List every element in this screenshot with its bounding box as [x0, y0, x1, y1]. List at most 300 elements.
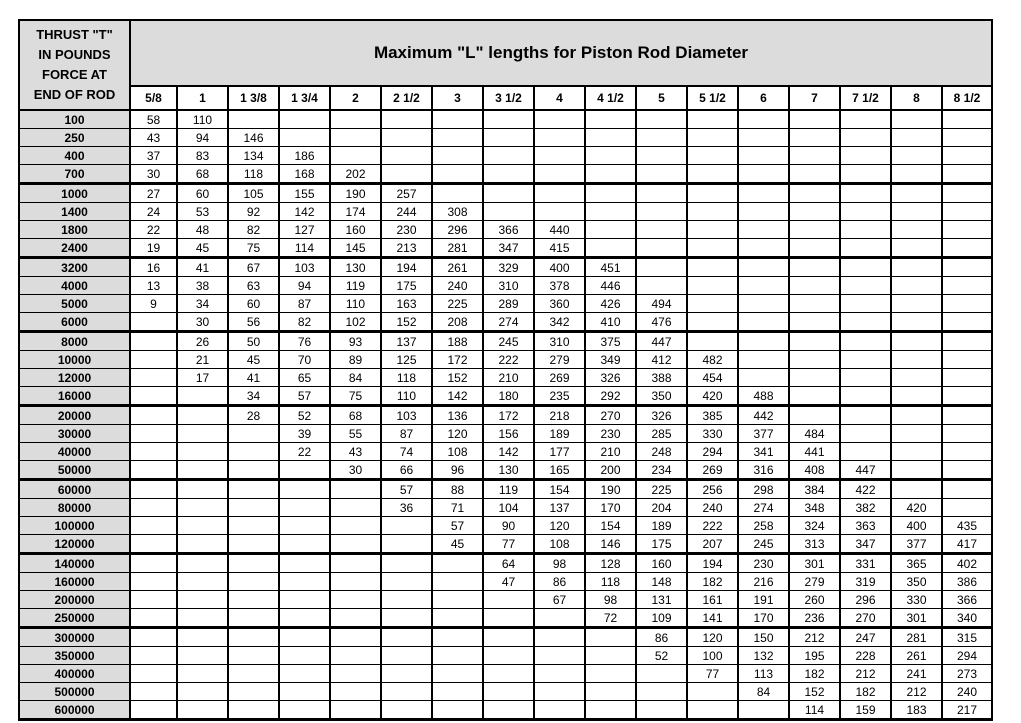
- length-cell: 114: [789, 701, 840, 720]
- length-cell: [687, 701, 738, 720]
- length-cell: 28: [228, 406, 279, 425]
- thrust-value: 12000: [19, 369, 130, 387]
- length-cell: [636, 258, 687, 277]
- length-cell: [228, 443, 279, 461]
- length-cell: 93: [330, 332, 381, 351]
- length-cell: 77: [483, 535, 534, 554]
- diameter-header: 1: [177, 86, 228, 110]
- length-cell: 17: [177, 369, 228, 387]
- length-cell: 245: [483, 332, 534, 351]
- length-cell: 21: [177, 351, 228, 369]
- length-cell: 261: [432, 258, 483, 277]
- thrust-value: 120000: [19, 535, 130, 554]
- length-cell: 57: [279, 387, 330, 406]
- length-cell: 48: [177, 221, 228, 239]
- length-cell: 110: [177, 110, 228, 129]
- length-cell: [789, 147, 840, 165]
- thrust-value: 8000: [19, 332, 130, 351]
- length-cell: [891, 461, 942, 480]
- length-cell: 53: [177, 203, 228, 221]
- length-cell: [789, 239, 840, 258]
- length-cell: 110: [330, 295, 381, 313]
- length-cell: 94: [279, 277, 330, 295]
- thrust-value: 500000: [19, 683, 130, 701]
- length-cell: [891, 313, 942, 332]
- length-cell: [687, 332, 738, 351]
- length-cell: 400: [891, 517, 942, 535]
- length-cell: [330, 683, 381, 701]
- table-row: [19, 701, 992, 720]
- length-cell: 316: [738, 461, 789, 480]
- length-cell: 58: [130, 110, 177, 129]
- length-cell: 70: [279, 351, 330, 369]
- length-cell: 207: [687, 535, 738, 554]
- thrust-value: 50000: [19, 461, 130, 480]
- thrust-value: 700: [19, 165, 130, 184]
- length-cell: [177, 683, 228, 701]
- length-cell: 182: [789, 665, 840, 683]
- length-cell: 92: [228, 203, 279, 221]
- length-cell: [130, 665, 177, 683]
- length-cell: 200: [585, 461, 636, 480]
- length-cell: 45: [228, 351, 279, 369]
- length-cell: [942, 406, 992, 425]
- length-cell: 294: [687, 443, 738, 461]
- table-row: [19, 332, 992, 351]
- length-cell: [130, 628, 177, 647]
- length-cell: [130, 535, 177, 554]
- length-cell: [432, 573, 483, 591]
- length-cell: 225: [636, 480, 687, 499]
- length-cell: [130, 425, 177, 443]
- length-cell: [891, 110, 942, 129]
- diameter-header: 7: [789, 86, 840, 110]
- diameter-header: 2 1/2: [381, 86, 432, 110]
- length-cell: [942, 461, 992, 480]
- length-cell: 68: [177, 165, 228, 184]
- thrust-value: 1400: [19, 203, 130, 221]
- length-cell: 412: [636, 351, 687, 369]
- length-cell: 120: [687, 628, 738, 647]
- length-cell: [789, 369, 840, 387]
- table-row: [19, 184, 992, 203]
- length-cell: 34: [177, 295, 228, 313]
- length-cell: 30: [130, 165, 177, 184]
- table-row: [19, 499, 992, 517]
- length-cell: [432, 609, 483, 628]
- length-cell: 119: [483, 480, 534, 499]
- length-cell: 36: [381, 499, 432, 517]
- length-cell: 146: [228, 129, 279, 147]
- length-cell: [738, 221, 789, 239]
- length-cell: [330, 573, 381, 591]
- length-cell: [891, 387, 942, 406]
- length-cell: 98: [534, 554, 585, 573]
- thrust-column-header: [19, 20, 130, 110]
- length-cell: 175: [381, 277, 432, 295]
- length-cell: [789, 203, 840, 221]
- length-cell: [840, 406, 891, 425]
- thrust-value: 160000: [19, 573, 130, 591]
- length-cell: [840, 295, 891, 313]
- thrust-value: 60000: [19, 480, 130, 499]
- length-cell: 113: [738, 665, 789, 683]
- length-cell: 56: [228, 313, 279, 332]
- length-cell: 45: [432, 535, 483, 554]
- length-cell: 365: [891, 554, 942, 573]
- length-cell: 210: [585, 443, 636, 461]
- length-cell: 103: [279, 258, 330, 277]
- length-cell: [279, 554, 330, 573]
- length-cell: [483, 147, 534, 165]
- length-cell: 87: [381, 425, 432, 443]
- length-cell: 347: [840, 535, 891, 554]
- length-cell: 102: [330, 313, 381, 332]
- length-cell: 342: [534, 313, 585, 332]
- length-cell: [177, 701, 228, 720]
- thrust-value: 4000: [19, 277, 130, 295]
- table-row: [19, 203, 992, 221]
- length-cell: 60: [228, 295, 279, 313]
- length-cell: 50: [228, 332, 279, 351]
- length-cell: [483, 609, 534, 628]
- table-row: [19, 110, 992, 129]
- length-cell: 24: [130, 203, 177, 221]
- length-cell: 72: [585, 609, 636, 628]
- length-cell: [381, 129, 432, 147]
- length-cell: 119: [330, 277, 381, 295]
- length-cell: 310: [483, 277, 534, 295]
- length-cell: 104: [483, 499, 534, 517]
- length-cell: [585, 647, 636, 665]
- length-cell: 16: [130, 258, 177, 277]
- length-cell: 125: [381, 351, 432, 369]
- length-cell: [942, 165, 992, 184]
- length-cell: [789, 351, 840, 369]
- diameter-header: 4: [534, 86, 585, 110]
- length-cell: [279, 628, 330, 647]
- length-cell: 84: [738, 683, 789, 701]
- length-cell: [534, 129, 585, 147]
- thrust-value: 140000: [19, 554, 130, 573]
- length-cell: 96: [432, 461, 483, 480]
- length-cell: 454: [687, 369, 738, 387]
- length-cell: 324: [789, 517, 840, 535]
- length-cell: [330, 701, 381, 720]
- thrust-value: 100000: [19, 517, 130, 535]
- length-cell: 63: [228, 277, 279, 295]
- length-cell: [130, 369, 177, 387]
- length-cell: [130, 683, 177, 701]
- length-cell: 168: [279, 165, 330, 184]
- length-cell: 289: [483, 295, 534, 313]
- title-row: [19, 20, 992, 86]
- length-cell: 228: [840, 647, 891, 665]
- corner-line-2: IN POUNDS: [38, 47, 111, 62]
- length-cell: [130, 387, 177, 406]
- length-cell: [432, 147, 483, 165]
- length-cell: [891, 406, 942, 425]
- length-cell: 360: [534, 295, 585, 313]
- length-cell: 142: [432, 387, 483, 406]
- length-cell: [840, 351, 891, 369]
- length-cell: 236: [789, 609, 840, 628]
- length-cell: [840, 369, 891, 387]
- length-cell: [942, 313, 992, 332]
- length-cell: 160: [636, 554, 687, 573]
- length-cell: [789, 387, 840, 406]
- length-cell: [738, 295, 789, 313]
- length-cell: 152: [432, 369, 483, 387]
- length-cell: 296: [432, 221, 483, 239]
- length-cell: 274: [483, 313, 534, 332]
- length-cell: [279, 647, 330, 665]
- table-row: [19, 517, 992, 535]
- length-cell: 105: [228, 184, 279, 203]
- length-cell: [228, 461, 279, 480]
- length-cell: [177, 425, 228, 443]
- length-cell: [279, 701, 330, 720]
- thrust-value: 6000: [19, 313, 130, 332]
- length-cell: 108: [534, 535, 585, 554]
- length-cell: [891, 480, 942, 499]
- length-cell: [891, 369, 942, 387]
- length-cell: 240: [432, 277, 483, 295]
- length-cell: [130, 406, 177, 425]
- length-cell: [130, 647, 177, 665]
- length-cell: 384: [789, 480, 840, 499]
- length-cell: [687, 277, 738, 295]
- diameter-header: 6: [738, 86, 789, 110]
- length-cell: 482: [687, 351, 738, 369]
- length-cell: [738, 129, 789, 147]
- thrust-value: 350000: [19, 647, 130, 665]
- length-cell: 331: [840, 554, 891, 573]
- length-cell: 350: [636, 387, 687, 406]
- length-cell: 225: [432, 295, 483, 313]
- length-cell: [228, 425, 279, 443]
- length-cell: [636, 683, 687, 701]
- table-row: [19, 129, 992, 147]
- length-cell: 279: [789, 573, 840, 591]
- length-cell: 190: [330, 184, 381, 203]
- length-cell: 170: [738, 609, 789, 628]
- length-cell: 222: [687, 517, 738, 535]
- length-cell: [738, 277, 789, 295]
- length-cell: 186: [279, 147, 330, 165]
- length-cell: 260: [789, 591, 840, 609]
- length-cell: 142: [279, 203, 330, 221]
- length-cell: [840, 165, 891, 184]
- length-cell: [330, 647, 381, 665]
- length-cell: 388: [636, 369, 687, 387]
- length-cell: 182: [840, 683, 891, 701]
- length-cell: 319: [840, 573, 891, 591]
- length-cell: [840, 387, 891, 406]
- thrust-value: 250: [19, 129, 130, 147]
- length-cell: 165: [534, 461, 585, 480]
- length-cell: [891, 332, 942, 351]
- table-row: [19, 683, 992, 701]
- length-cell: 213: [381, 239, 432, 258]
- length-cell: 82: [228, 221, 279, 239]
- diameter-header: 7 1/2: [840, 86, 891, 110]
- length-cell: 366: [942, 591, 992, 609]
- length-cell: 43: [130, 129, 177, 147]
- length-cell: 347: [483, 239, 534, 258]
- length-cell: 488: [738, 387, 789, 406]
- length-cell: 298: [738, 480, 789, 499]
- length-cell: [738, 313, 789, 332]
- length-cell: 195: [789, 647, 840, 665]
- table-row: [19, 313, 992, 332]
- length-cell: 247: [840, 628, 891, 647]
- corner-line-4: END OF ROD: [33, 87, 116, 102]
- length-cell: [534, 147, 585, 165]
- length-cell: [942, 425, 992, 443]
- length-cell: [130, 517, 177, 535]
- length-cell: 212: [789, 628, 840, 647]
- length-cell: 88: [432, 480, 483, 499]
- length-cell: [942, 258, 992, 277]
- length-cell: 476: [636, 313, 687, 332]
- length-cell: 82: [279, 313, 330, 332]
- length-cell: [840, 239, 891, 258]
- length-cell: 188: [432, 332, 483, 351]
- length-cell: [789, 258, 840, 277]
- length-cell: 202: [330, 165, 381, 184]
- length-cell: [687, 258, 738, 277]
- table-row: [19, 258, 992, 277]
- length-cell: 230: [738, 554, 789, 573]
- length-cell: [130, 443, 177, 461]
- length-cell: [942, 332, 992, 351]
- length-cell: [585, 184, 636, 203]
- table-row: [19, 554, 992, 573]
- length-cell: 273: [942, 665, 992, 683]
- length-cell: 349: [585, 351, 636, 369]
- length-cell: [279, 535, 330, 554]
- length-cell: 137: [534, 499, 585, 517]
- length-cell: [130, 701, 177, 720]
- length-cell: [687, 221, 738, 239]
- length-cell: 494: [636, 295, 687, 313]
- length-cell: [891, 203, 942, 221]
- table-row: [19, 535, 992, 554]
- table-row: [19, 387, 992, 406]
- length-cell: [789, 332, 840, 351]
- length-cell: 245: [738, 535, 789, 554]
- length-cell: [228, 554, 279, 573]
- length-cell: 132: [738, 647, 789, 665]
- length-cell: 64: [483, 554, 534, 573]
- length-cell: 86: [636, 628, 687, 647]
- length-cell: 330: [687, 425, 738, 443]
- length-cell: 210: [483, 369, 534, 387]
- thrust-value: 5000: [19, 295, 130, 313]
- diameter-header: 1 3/8: [228, 86, 279, 110]
- length-cell: 248: [636, 443, 687, 461]
- length-cell: 109: [636, 609, 687, 628]
- thrust-value: 250000: [19, 609, 130, 628]
- length-cell: 172: [432, 351, 483, 369]
- length-cell: [891, 351, 942, 369]
- length-cell: 301: [891, 609, 942, 628]
- length-cell: 313: [789, 535, 840, 554]
- length-cell: 65: [279, 369, 330, 387]
- diameter-header: 5: [636, 86, 687, 110]
- thrust-value: 2400: [19, 239, 130, 258]
- length-cell: [330, 609, 381, 628]
- length-cell: 177: [534, 443, 585, 461]
- length-cell: [585, 701, 636, 720]
- length-cell: 310: [534, 332, 585, 351]
- length-cell: 256: [687, 480, 738, 499]
- length-cell: [942, 184, 992, 203]
- length-cell: [738, 351, 789, 369]
- length-cell: [228, 535, 279, 554]
- length-cell: 128: [585, 554, 636, 573]
- length-cell: [330, 665, 381, 683]
- length-cell: [381, 517, 432, 535]
- length-cell: 385: [687, 406, 738, 425]
- length-cell: 190: [585, 480, 636, 499]
- length-cell: [381, 647, 432, 665]
- length-cell: [738, 239, 789, 258]
- table-row: [19, 609, 992, 628]
- length-cell: [534, 665, 585, 683]
- length-cell: [636, 165, 687, 184]
- length-cell: 118: [381, 369, 432, 387]
- length-cell: [330, 591, 381, 609]
- length-cell: [534, 683, 585, 701]
- length-cell: 52: [636, 647, 687, 665]
- thrust-value: 400000: [19, 665, 130, 683]
- length-cell: 159: [840, 701, 891, 720]
- length-cell: [891, 165, 942, 184]
- length-cell: [130, 499, 177, 517]
- length-cell: [279, 129, 330, 147]
- length-cell: 27: [130, 184, 177, 203]
- length-cell: 244: [381, 203, 432, 221]
- length-cell: 110: [381, 387, 432, 406]
- length-cell: [381, 665, 432, 683]
- length-cell: 108: [432, 443, 483, 461]
- length-cell: [585, 683, 636, 701]
- diameter-header: 1 3/4: [279, 86, 330, 110]
- length-cell: [891, 425, 942, 443]
- length-cell: [330, 147, 381, 165]
- length-cell: [840, 184, 891, 203]
- length-cell: [228, 683, 279, 701]
- length-cell: 130: [483, 461, 534, 480]
- length-cell: [636, 110, 687, 129]
- length-cell: [891, 239, 942, 258]
- length-cell: [432, 129, 483, 147]
- length-cell: [177, 480, 228, 499]
- rod-length-table-sheet: [18, 19, 993, 721]
- length-cell: 183: [891, 701, 942, 720]
- length-cell: [585, 129, 636, 147]
- length-cell: 269: [534, 369, 585, 387]
- length-cell: 37: [130, 147, 177, 165]
- length-cell: 26: [177, 332, 228, 351]
- thrust-value: 16000: [19, 387, 130, 406]
- length-cell: [942, 480, 992, 499]
- length-cell: 204: [636, 499, 687, 517]
- thrust-value: 1000: [19, 184, 130, 203]
- length-cell: [228, 517, 279, 535]
